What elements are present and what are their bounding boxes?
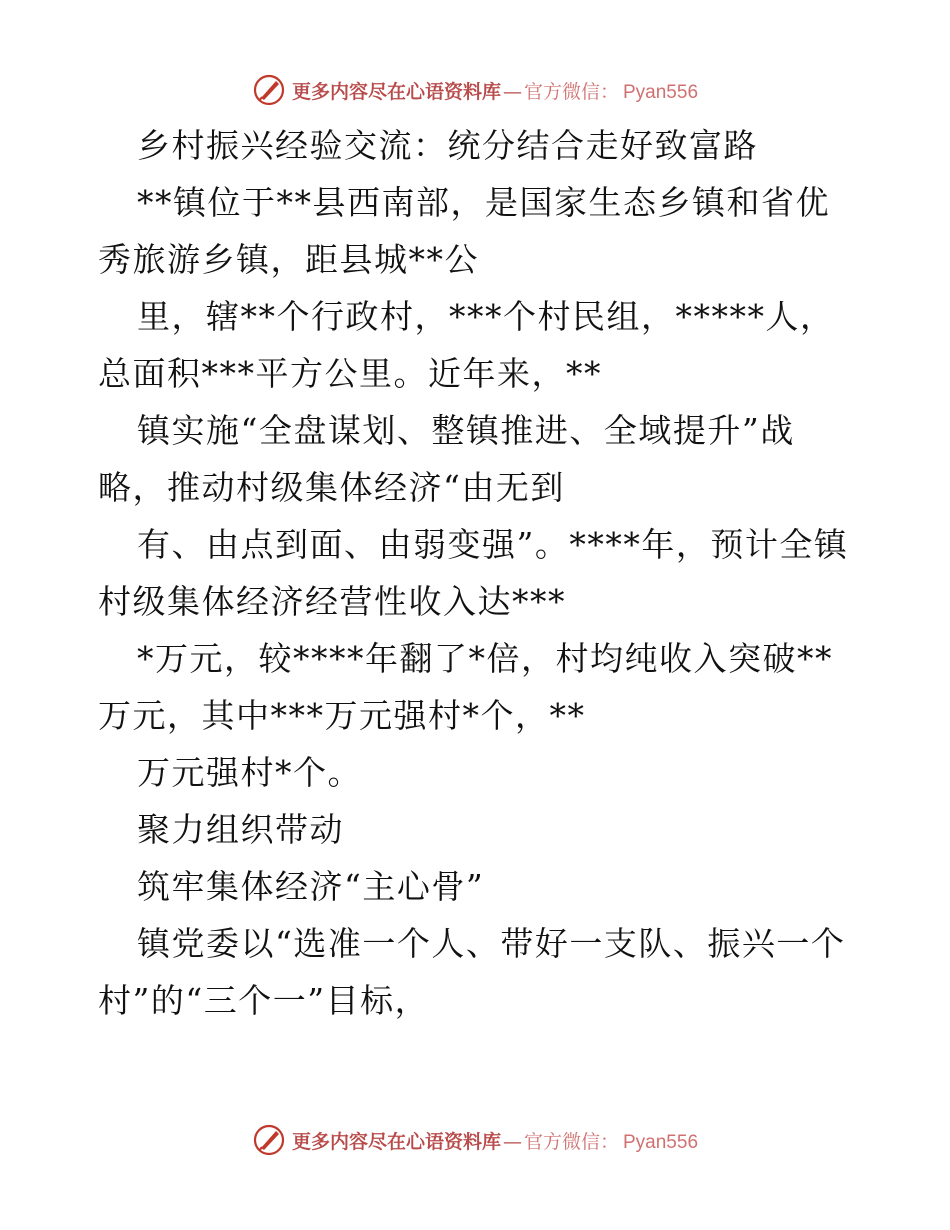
paragraph: 里，辖**个行政村，***个村民组，*****人，总面积***平方公里。近年来，** [98, 297, 835, 393]
footer-watermark [0, 1120, 950, 1160]
watermark-wechat-label: 官方微信： [523, 80, 619, 103]
watermark-wechat-id: Pyan556 [623, 81, 699, 103]
watermark-wechat-label: 官方微信： [523, 1130, 619, 1153]
quill-logo-icon [252, 1123, 286, 1157]
watermark-main-text: 更多内容尽在心语资料库 [291, 80, 501, 103]
paragraph: 镇实施“全盘谋划、整镇推进、全域提升”战略，推动村级集体经济“由无到 [98, 411, 795, 507]
watermark-main-text: 更多内容尽在心语资料库 [291, 1130, 501, 1153]
paragraph: 有、由点到面、由弱变强”。****年，预计全镇村级集体经济经营性收入达*** [98, 525, 849, 621]
quill-logo-icon [252, 73, 286, 107]
paragraph: 万元强村*个。 [137, 753, 362, 792]
watermark-text [292, 77, 698, 104]
document-title: 乡村振兴经验交流：统分结合走好致富路 [137, 126, 758, 165]
paragraph: *万元，较****年翻了*倍，村均纯收入突破**万元，其中***万元强村*个，** [98, 639, 833, 735]
header-watermark [0, 70, 950, 110]
section-heading: 聚力组织带动 [137, 810, 344, 849]
paragraph: 镇党委以“选准一个人、带好一支队、振兴一个村”的“三个一”目标， [98, 924, 846, 1020]
paragraph: **镇位于**县西南部，是国家生态乡镇和省优秀旅游乡镇，距县城**公 [98, 183, 830, 279]
watermark-dash: — [502, 80, 522, 103]
document-body [98, 117, 852, 1029]
section-subheading: 筑牢集体经济“主心骨” [137, 867, 485, 906]
watermark-wechat-id: Pyan556 [623, 1131, 699, 1153]
watermark-dash: — [502, 1130, 522, 1153]
watermark-text [292, 1127, 698, 1154]
